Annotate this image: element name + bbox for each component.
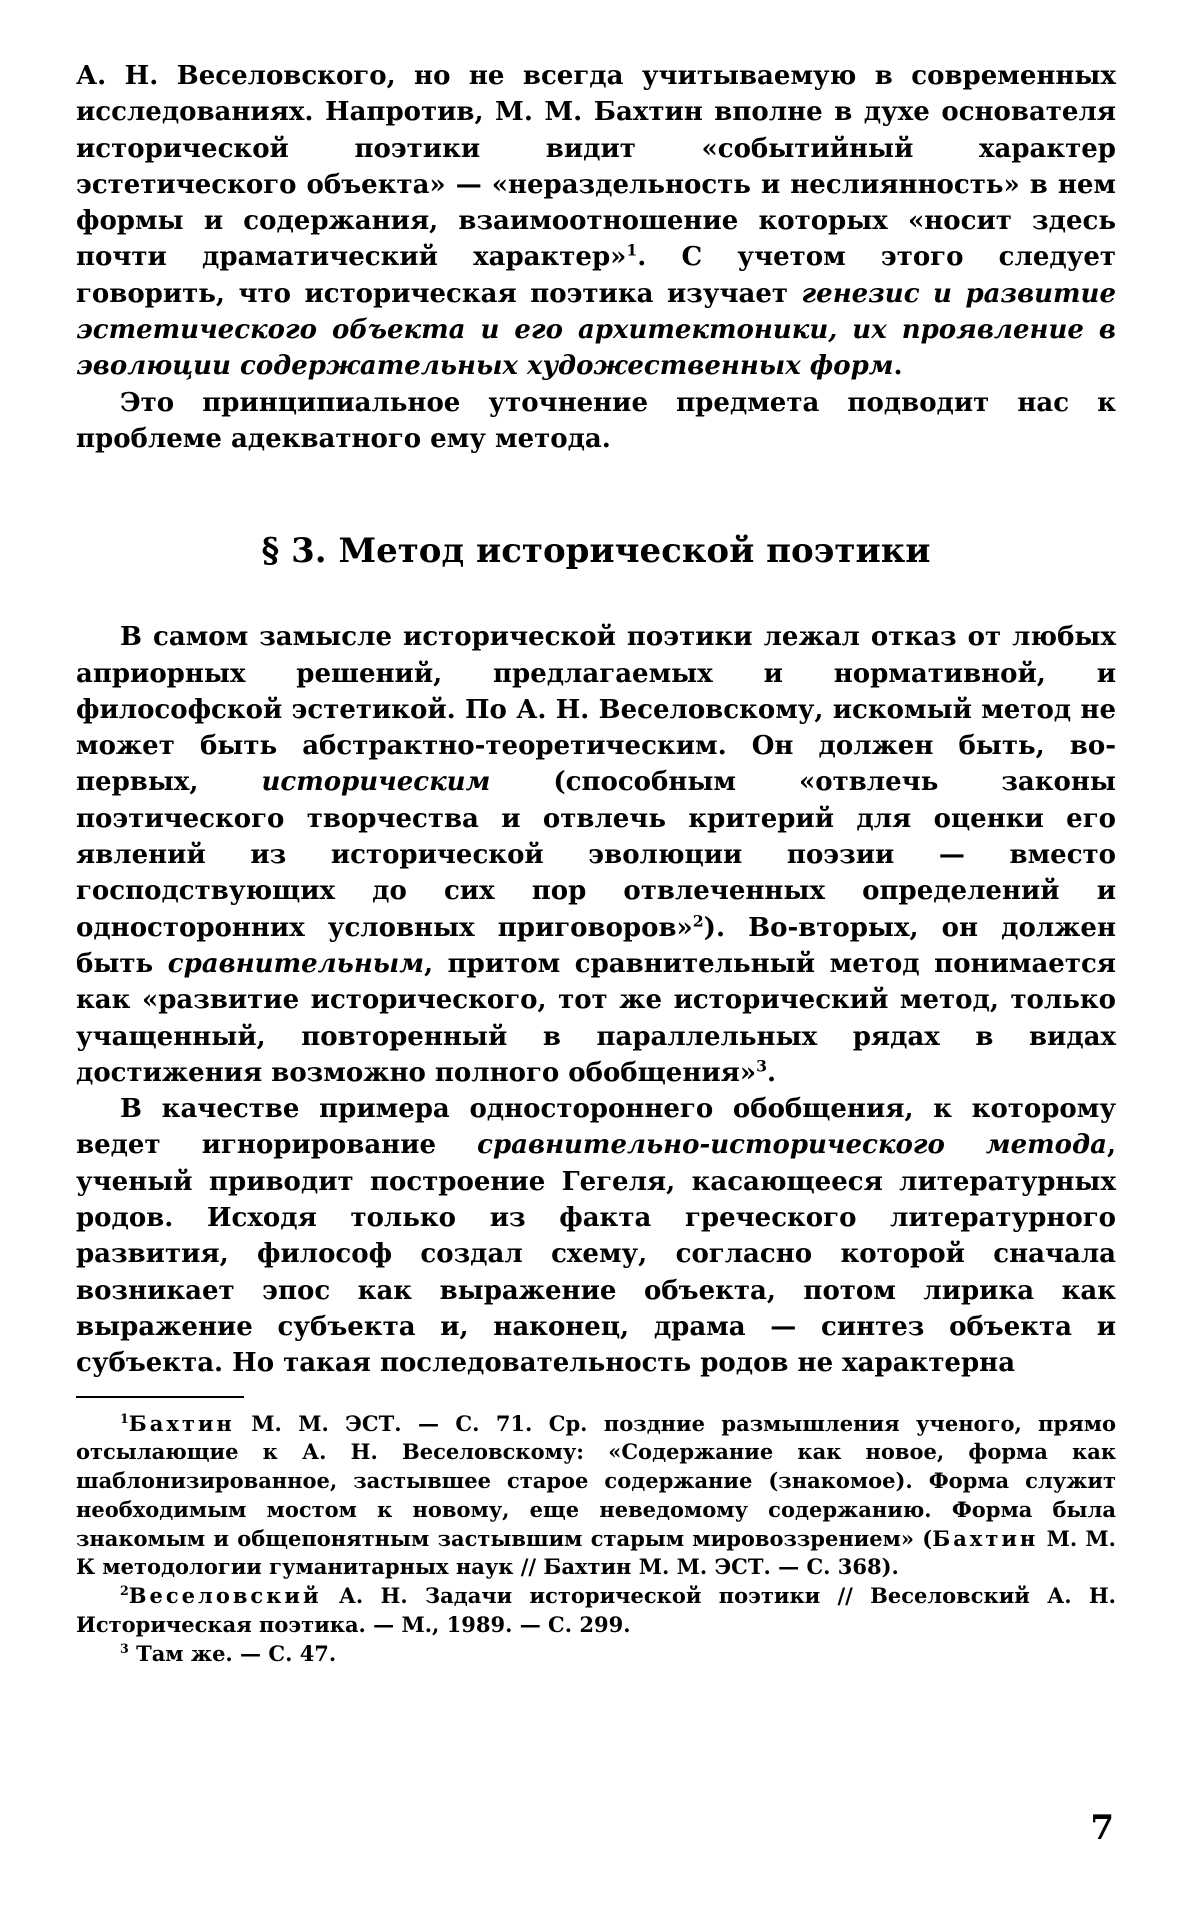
footnotes (76, 1410, 1116, 1669)
footnote-divider (76, 1396, 244, 1398)
section-heading: § 3. Метод исторической поэтики (261, 531, 931, 572)
footnote-number: 3 (120, 1640, 129, 1656)
footnote-text: М. М. ЭСТ. — С. 71. Ср. поздние размышления ученого, прямо отсылающие к А. Н. Веселовскому: «Содержание как новое, форма как шаблонизированное, застывшее старое содержание (знакомое). Форма служит необходимым мостом к новому, еще неведомому содержанию. Форма была знакомым и общепонятным застывшим старым мировоззрением» ( (76, 1410, 1116, 1551)
emphasis: сравнительно-исторического метода (477, 1130, 1107, 1161)
footnote-1 (76, 1410, 1116, 1583)
emphasis: историческим (261, 767, 491, 798)
text-run: , притом сравнительный метод понимается как «развитие исторического, тот же исторический метод, только учащенный, повторенный в параллельных рядах в видах достижения возможно полного обобщения» (76, 948, 1116, 1088)
paragraph-2: Это принципиальное уточнение предмета подводит нас к проблеме адекватного ему метода. (76, 387, 1116, 454)
emphasis: сравнительным (167, 948, 424, 979)
emphasis: генезис и развитие эстетического объекта и его архитектоники, их проявление в эволюции содержательных художественных форм (76, 278, 1116, 382)
footnote-number: 2 (120, 1583, 129, 1599)
footnote-author: Веселовский (128, 1583, 322, 1609)
text-run: . С учетом этого следует говорить, что историческая поэтика изучает (76, 242, 1116, 309)
paragraph-3 (76, 619, 1116, 1091)
footnote-ref-1: 1 (626, 240, 638, 260)
footnote-author: Бахтин (932, 1525, 1039, 1551)
text-run: В самом замысле исторической поэтики лежал отказ от любых априорных решений, предлагаемых и нормативной, и философской эстетикой. По А. Н. Веселовскому, искомый метод не может быть абстрактно-теоретическим. Он должен быть, во-первых, (76, 622, 1116, 798)
page (76, 58, 1116, 1669)
footnote-text: М. М. К методологии гуманитарных наук // Бахтин М. М. ЭСТ. — С. 368). (76, 1525, 1116, 1580)
paragraph-4 (76, 1091, 1116, 1381)
page-number: 7 (1090, 1808, 1114, 1848)
footnote-3 (76, 1640, 1116, 1669)
footnote-text: Там же. — С. 47. (128, 1640, 337, 1666)
footnote-number: 1 (120, 1410, 129, 1426)
text-run: (способным «отвлечь законы поэтического творчества и отвлечь критерий для оценки его явлений из исторической эволюции поэзии — вместо господствующих до сих пор отвлеченных определений и односторонних условных приговоров» (76, 767, 1116, 943)
body-text (76, 58, 1116, 1382)
text-run: . (893, 351, 903, 382)
footnote-author: Бахтин (128, 1410, 235, 1436)
footnote-text: А. Н. Задачи исторической поэтики // Веселовский А. Н. Историческая поэтика. — М., 1989. — С. 299. (76, 1583, 1116, 1638)
text-run: . (766, 1057, 777, 1088)
text-run: А. Н. Веселовского, но не всегда учитываемую в современных исследованиях. Напротив, М. М. Бахтин вполне в духе основателя исторической поэтики видит «событийный характер эстетического объекта» — «нераздельность и неслиянность» в нем формы и содержания, взаимоотношение которых «носит здесь почти драматический характер» (76, 61, 1116, 273)
paragraph-1 (76, 58, 1116, 385)
text-run: В качестве примера одностороннего обобщения, к которому ведет игнорирование (76, 1094, 1116, 1161)
text-run: , ученый приводит построение Гегеля, касающееся литературных родов. Исходя только из факта греческого литературного развития, философ создал схему, согласно которой сначала возникает эпос как выражение объекта, потом лирика как выражение субъекта и, наконец, драма — синтез объекта и субъекта. Но такая последовательность родов не характерна (76, 1130, 1116, 1379)
footnote-2 (76, 1582, 1116, 1640)
footnote-ref-3: 3 (756, 1056, 767, 1076)
footnote-ref-2: 2 (692, 910, 704, 930)
text-run: ). Во-вторых, он должен быть (76, 912, 1116, 979)
